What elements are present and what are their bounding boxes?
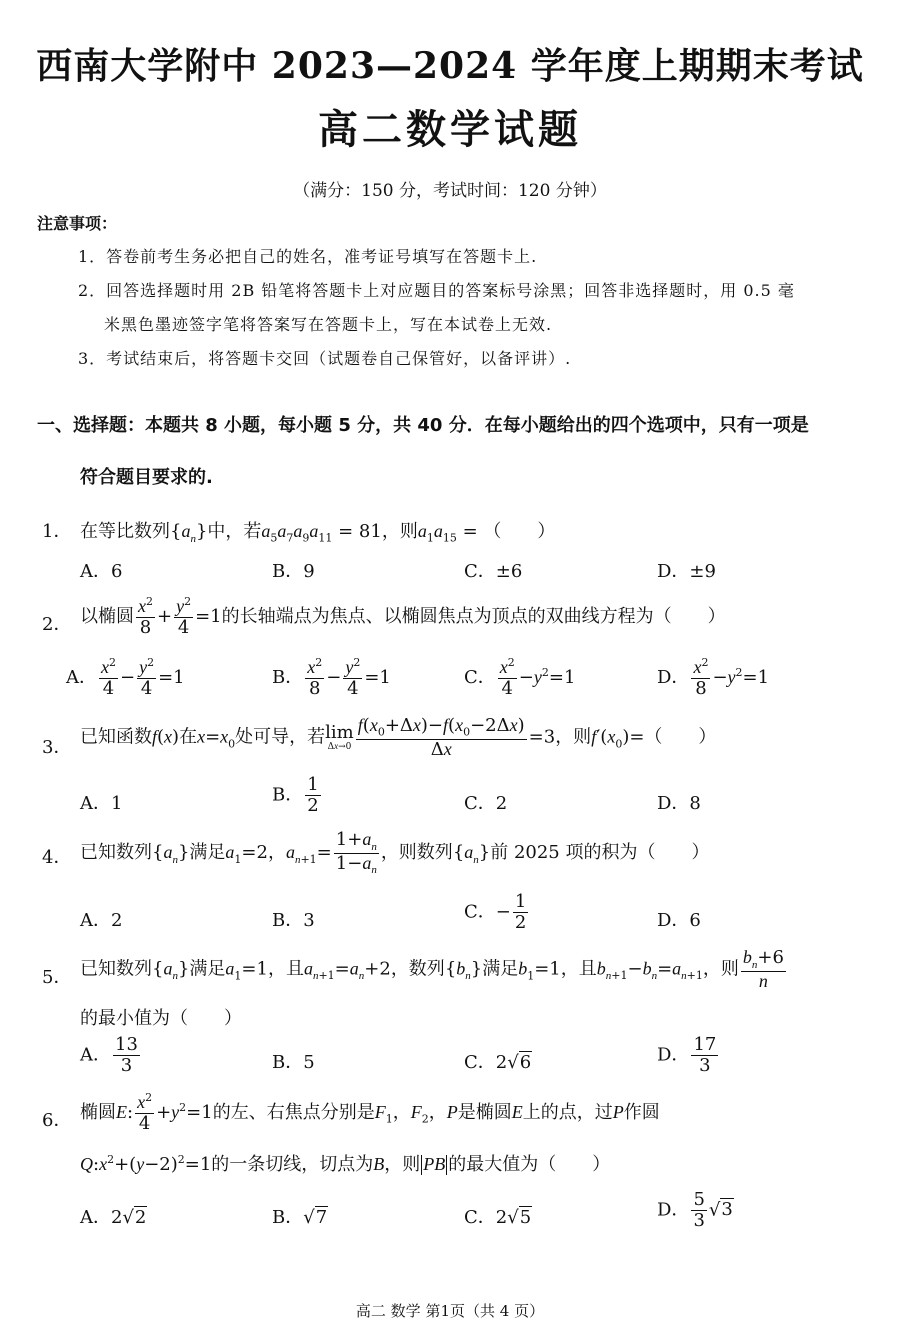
q6-number: 6． [42, 1110, 72, 1131]
notice-item-3: 3．考试结束后，将答题卡交回（试题卷自己保管好，以备评讲）. [78, 349, 572, 368]
q6-option-a: A．2√2 [80, 1207, 147, 1228]
q6-option-d: D． $\frac{5}{3}$ √3 [657, 1189, 733, 1231]
q3-option-a: A．1 [80, 793, 123, 814]
q1-option-a: A．6 [80, 561, 123, 582]
q3-option-c: C．2 [464, 793, 508, 814]
q6-stem-cont: $Q:x^2+(y-2)^2=1$的一条切线，切点为B，则 PB 的最大值为（ ） [80, 1153, 611, 1175]
q3-option-d: D．8 [657, 793, 701, 814]
q1-option-b: B．9 [272, 561, 315, 582]
q6-option-b: B．√7 [272, 1207, 328, 1228]
q3-number: 3． [42, 737, 72, 758]
q5-number: 5． [42, 967, 72, 988]
q2-option-d: D． $\frac{x^2}{8}$ $-y^2=1$ [657, 656, 770, 699]
q4-option-b: B．3 [272, 910, 315, 931]
q6-stem: 椭圆E: $\frac{x^2}{4}$ $+y^2=1$的左、右焦点分别是$F_1$，$F_2$，P是椭圆E上的点，过P作圆 [80, 1091, 660, 1134]
exam-info: （满分：150 分，考试时间：120 分钟） [293, 181, 607, 201]
notice-item-2: 2．回答选择题时用 2B 铅笔将答题卡上对应题目的答案标号涂黑；回答非选择题时，用 0.5 毫 [78, 281, 795, 300]
q4-option-c: C．− $\frac{1}{2}$ [464, 891, 527, 933]
exam-title: 西南大学附中 2023—2024 学年度上期期末考试 [36, 45, 864, 87]
notice-heading: 注意事项： [37, 214, 118, 233]
q4-number: 4． [42, 847, 72, 868]
q3-option-b: B． $\frac{1}{2}$ [272, 774, 319, 816]
subject-title: 高二数学试题 [318, 106, 582, 153]
q2-number: 2． [42, 614, 72, 635]
q2-option-b: B． $\frac{x^2}{8}$ − $\frac{y^2}{4}$ =1 [272, 656, 391, 699]
q2-option-c: C． $\frac{x^2}{4}$ $-y^2=1$ [464, 656, 576, 699]
q6-option-c: C．2√5 [464, 1207, 532, 1228]
q1-stem: 在等比数列$\{a_n\}$中，若$a_5a_7a_9a_{11} = 81$，则$a_1a_{15}$ = （ ） [80, 521, 556, 545]
section-heading-cont: 符合题目要求的. [80, 467, 213, 488]
q2-option-a: A． $\frac{x^2}{4}$ − $\frac{y^2}{4}$ =1 [66, 656, 185, 699]
page-footer: 高二 数学 第1页（共 4 页） [355, 1302, 545, 1320]
q5-stem: 已知数列$\{a_n\}$满足$a_1=1$，且$a_{n+1}=a_n+2$，数列$\{b_n\}$满足$b_1=1$，且$b_{n+1}-b_n=a_{n+1}$，则 $\frac{b_n+6}{n}$ [80, 947, 784, 991]
section-heading: 一、选择题：本题共 8 小题，每小题 5 分，共 40 分．在每小题给出的四个选项中，只有一项是 [37, 415, 809, 436]
q1-number: 1． [42, 521, 72, 542]
q5-option-b: B．5 [272, 1052, 315, 1073]
notice-item-2-cont: 米黑色墨迹签字笔将答案写在答题卡上，写在本试卷上无效. [104, 315, 553, 334]
q4-option-a: A．2 [80, 910, 123, 931]
q2-stem: 以椭圆 $\frac{x^2}{8}$ + $\frac{y^2}{4}$ =1的长轴端点为焦点、以椭圆焦点为顶点的双曲线方程为（ ） [80, 595, 726, 638]
q4-option-d: D．6 [657, 910, 701, 931]
q3-stem: 已知函数f(x)在$x=x_0$处可导，若 lim Δx→0 $\frac{f(x_0+\Delta x)-f(x_0-2\Delta x)}{\Delta x}$ =3，则$f'(x_0)=$（ ） [80, 715, 717, 760]
notice-item-1: 1．答卷前考生务必把自己的姓名，准考证号填写在答题卡上. [78, 247, 538, 266]
q5-option-d: D． $\frac{17}{3}$ [657, 1034, 717, 1076]
q1-option-d: D．±9 [657, 561, 716, 582]
q5-option-a: A． $\frac{13}{3}$ [80, 1034, 138, 1076]
q5-option-c: C．2√6 [464, 1052, 532, 1073]
q5-stem-cont: 的最小值为（ ） [80, 1008, 242, 1029]
q1-option-c: C．±6 [464, 561, 523, 582]
q4-stem: 已知数列$\{a_n\}$满足$a_1=2$，$a_{n+1}=$ $\frac{1+a_n}{1-a_n}$ ，则数列$\{a_n\}$前 2025 项的积为（ ） [80, 829, 710, 877]
